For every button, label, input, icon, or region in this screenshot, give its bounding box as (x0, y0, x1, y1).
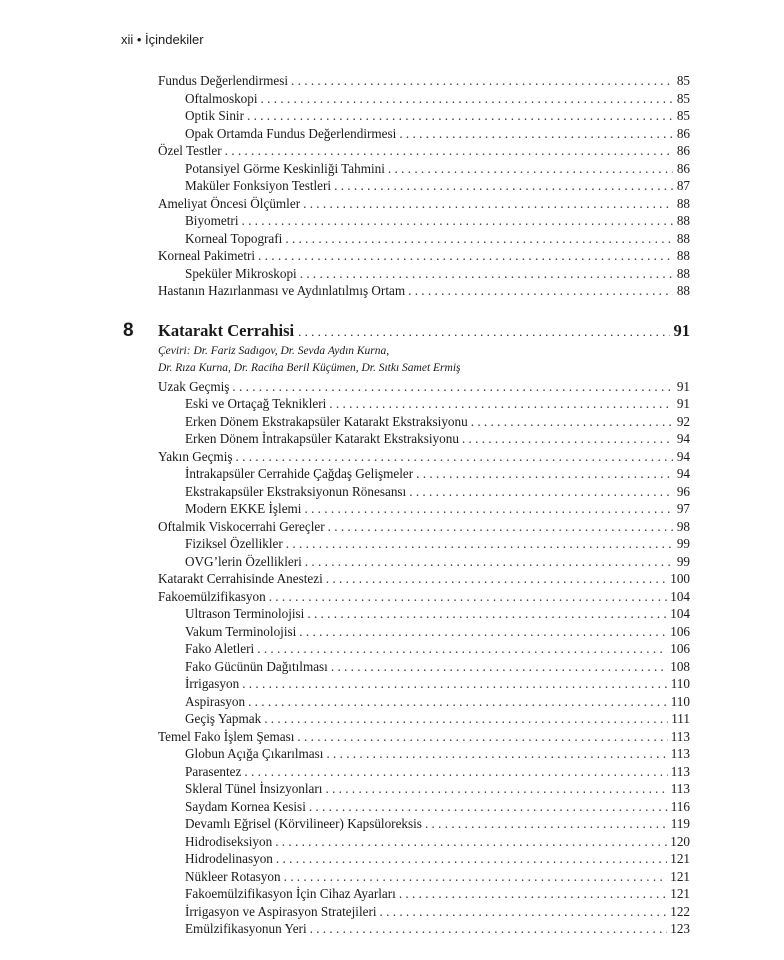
toc-subentry (158, 413, 690, 431)
dot-leader (416, 465, 673, 483)
dot-leader (408, 282, 673, 300)
toc-entry (158, 142, 690, 160)
toc-entry-page: 85 (676, 73, 690, 88)
dot-leader (409, 483, 673, 501)
toc-entry-title: Nükleer Rotasyon (185, 868, 281, 884)
toc-entry-page: 113 (670, 763, 690, 779)
toc-entry-title: Fako Aletleri (185, 641, 255, 656)
toc-entry-title: Hidrodelinasyon (185, 851, 273, 866)
toc-subentry (158, 920, 690, 938)
toc-entry-page: 86 (676, 160, 690, 176)
dot-leader (325, 780, 667, 798)
toc-subentry (158, 465, 690, 483)
dot-leader (236, 448, 674, 466)
toc-subentry (158, 833, 690, 851)
toc-entry-title: Korneal Pakimetri (158, 248, 256, 263)
chapter-page: 91 (673, 320, 690, 340)
toc-entry-page: 88 (676, 283, 690, 298)
dot-leader (276, 850, 667, 868)
dot-leader (284, 868, 668, 886)
toc-entry-title: Yakın Geçmiş (158, 448, 233, 464)
toc-entry-page: 108 (670, 658, 690, 674)
toc-entry-page: 97 (676, 501, 690, 516)
toc-entry (158, 518, 690, 536)
toc-entry-title: Fiziksel Özellikler (185, 536, 283, 551)
toc-entry-title: Fako Gücünün Dağıtılması (185, 658, 328, 674)
dot-leader (264, 710, 668, 728)
toc-entry-page: 106 (670, 623, 690, 639)
toc-entry-page: 88 (676, 230, 690, 246)
toc-entry-title: Biyometri (185, 213, 239, 228)
toc-entry-page: 121 (670, 886, 690, 901)
dot-leader (297, 728, 667, 746)
toc-subentry (158, 798, 690, 816)
toc-entry-title: Opak Ortamda Fundus Değerlendirmesi (185, 125, 397, 141)
toc-entry-page: 85 (676, 90, 690, 106)
toc-subentry (158, 623, 690, 641)
toc-entry-page: 87 (676, 178, 690, 193)
toc-subentry (158, 605, 690, 623)
toc-subentry (158, 230, 690, 248)
toc-entry-page: 88 (676, 195, 690, 211)
toc-entry-page: 88 (676, 265, 690, 281)
dot-leader (258, 247, 673, 265)
toc-entry-page: 113 (670, 728, 690, 744)
toc-subentry (158, 90, 690, 108)
toc-subentry (158, 483, 690, 501)
toc-entry-title: Hidrodiseksiyon (185, 833, 273, 849)
toc-entry (158, 282, 690, 300)
toc-entry (158, 195, 690, 213)
chapter-translators-line-1: Çeviri: Dr. Fariz Sadıgov, Dr. Sevda Aydın Kurna, (158, 344, 390, 357)
dot-leader (309, 798, 668, 816)
toc-entry-title: Ultrason Terminolojisi (185, 606, 305, 621)
table-of-contents (123, 72, 690, 938)
toc-subentry (158, 710, 690, 728)
toc-entry (158, 448, 690, 466)
toc-entry-title: Aspirasyon (185, 693, 246, 709)
dot-leader (248, 693, 668, 711)
toc-entry-page: 110 (670, 676, 690, 691)
dot-leader (241, 212, 673, 230)
chapter-heading (123, 319, 690, 343)
dot-leader (334, 177, 673, 195)
toc-subentry (158, 107, 690, 125)
toc-subentry (158, 745, 690, 763)
dot-leader (261, 90, 673, 108)
dot-leader (285, 230, 673, 248)
toc-entry-page: 88 (676, 213, 690, 228)
toc-entry-page: 106 (670, 641, 690, 656)
dot-leader (291, 72, 673, 90)
dot-leader (329, 395, 673, 413)
toc-entry (158, 588, 690, 606)
toc-entry-page: 113 (670, 781, 690, 796)
toc-entry-page: 104 (670, 588, 690, 604)
toc-entry-title: Fundus Değerlendirmesi (158, 73, 289, 88)
toc-entry-title: Skleral Tünel İnsizyonları (185, 781, 323, 796)
toc-entry-page: 85 (676, 108, 690, 123)
dot-leader (275, 833, 667, 851)
toc-entry-title: Katarakt Cerrahisinde Anestezi (158, 571, 323, 586)
dot-leader (331, 658, 667, 676)
dot-leader (310, 920, 668, 938)
toc-subentry (158, 500, 690, 518)
toc-entry-title: Speküler Mikroskopi (185, 265, 297, 281)
toc-subentry (158, 815, 690, 833)
toc-entry-page: 94 (676, 466, 690, 481)
toc-entry-title: İrrigasyon ve Aspirasyon Stratejileri (185, 903, 377, 919)
toc-entry-title: Fakoemülzifikasyon İçin Cihaz Ayarları (185, 886, 396, 901)
toc-entry (158, 72, 690, 90)
dot-leader (388, 160, 673, 178)
dot-leader (257, 640, 667, 658)
toc-subentry (158, 780, 690, 798)
toc-section-chapter (158, 378, 690, 938)
dot-leader (471, 413, 673, 431)
chapter-number: 8 (123, 319, 134, 341)
toc-subentry (158, 658, 690, 676)
chapter-title: Katarakt Cerrahisi (158, 320, 295, 340)
toc-entry-page: 104 (670, 606, 690, 621)
toc-entry (158, 247, 690, 265)
dot-leader (299, 623, 667, 641)
toc-entry-page: 99 (676, 536, 690, 551)
toc-entry-page: 86 (676, 143, 690, 158)
toc-subentry (158, 160, 690, 178)
toc-entry-page: 119 (670, 816, 690, 831)
toc-entry-title: Vakum Terminolojisi (185, 623, 297, 639)
toc-entry-title: Temel Fako İşlem Şeması (158, 728, 295, 744)
toc-entry-title: Emülzifikasyonun Yeri (185, 921, 307, 936)
toc-entry-page: 121 (670, 851, 690, 866)
toc-entry-title: Oftalmoskopi (185, 90, 258, 106)
toc-entry-page: 94 (676, 448, 690, 464)
dot-leader (326, 745, 667, 763)
running-header: xii • İçindekiler (121, 32, 204, 47)
dot-leader (307, 605, 667, 623)
toc-entry-title: İntrakapsüler Cerrahide Çağdaş Gelişmeler (185, 466, 414, 481)
dot-leader (242, 675, 668, 693)
toc-entry-title: Parasentez (185, 763, 242, 779)
toc-entry-page: 88 (676, 248, 690, 263)
toc-entry-page: 100 (670, 571, 690, 586)
toc-subentry (158, 763, 690, 781)
toc-entry-title: Saydam Kornea Kesisi (185, 798, 306, 814)
toc-entry-title: Ekstrakapsüler Ekstraksiyonun Rönesansı (185, 483, 407, 499)
toc-subentry (158, 395, 690, 413)
dot-leader (305, 553, 673, 571)
toc-subentry (158, 177, 690, 195)
toc-section-top (158, 72, 690, 300)
dot-leader (300, 265, 673, 283)
toc-entry-page: 116 (670, 798, 690, 814)
toc-entry-page: 91 (676, 378, 690, 394)
toc-entry-title: Eski ve Ortaçağ Teknikleri (185, 396, 327, 411)
toc-entry-title: Modern EKKE İşlemi (185, 501, 302, 516)
toc-entry-page: 94 (676, 431, 690, 446)
toc-entry-title: Özel Testler (158, 143, 222, 158)
toc-entry-page: 121 (670, 868, 690, 884)
toc-entry-title: Maküler Fonksiyon Testleri (185, 178, 332, 193)
toc-entry-title: Optik Sinir (185, 108, 244, 123)
toc-entry-title: Uzak Geçmiş (158, 378, 230, 394)
toc-entry-page: 98 (676, 518, 690, 534)
toc-subentry (158, 850, 690, 868)
dot-leader (303, 195, 673, 213)
toc-entry-page: 96 (676, 483, 690, 499)
toc-entry-title: Geçiş Yapmak (185, 711, 262, 726)
toc-subentry (158, 535, 690, 553)
toc-subentry (158, 675, 690, 693)
dot-leader (462, 430, 673, 448)
toc-subentry (158, 640, 690, 658)
dot-leader (326, 570, 667, 588)
toc-entry-title: OVG’lerin Özellikleri (185, 553, 302, 569)
dot-leader (298, 320, 669, 344)
toc-entry-title: Ameliyat Öncesi Ölçümler (158, 195, 301, 211)
toc-subentry (158, 430, 690, 448)
toc-subentry (158, 903, 690, 921)
dot-leader (380, 903, 668, 921)
toc-entry-page: 86 (676, 125, 690, 141)
toc-entry-page: 92 (676, 413, 690, 429)
toc-entry-page: 113 (670, 746, 690, 761)
toc-subentry (158, 868, 690, 886)
dot-leader (304, 500, 673, 518)
toc-entry-title: Devamlı Eğrisel (Körvilineer) Kapsüloreksis (185, 816, 422, 831)
dot-leader (328, 518, 673, 536)
toc-entry-page: 120 (670, 833, 690, 849)
toc-subentry (158, 212, 690, 230)
chapter-translators-line-2: Dr. Rıza Kurna, Dr. Raciha Beril Küçümen, Dr. Sıtkı Samet Ermiş (158, 362, 461, 374)
toc-subentry (158, 553, 690, 571)
toc-entry-title: Oftalmik Viskocerrahi Gereçler (158, 518, 325, 534)
toc-entry-title: Globun Açığa Çıkarılması (185, 746, 324, 761)
dot-leader (225, 142, 673, 160)
toc-entry-title: Fakoemülzifikasyon (158, 588, 266, 604)
toc-entry-page: 110 (670, 693, 690, 709)
dot-leader (286, 535, 673, 553)
toc-entry-page: 111 (671, 711, 690, 726)
toc-subentry (158, 265, 690, 283)
dot-leader (232, 378, 673, 396)
toc-entry-title: Erken Dönem İntrakapsüler Katarakt Ekstraksiyonu (185, 431, 459, 446)
toc-subentry (158, 885, 690, 903)
dot-leader (425, 815, 668, 833)
dot-leader (244, 763, 667, 781)
toc-entry-title: Hastanın Hazırlanması ve Aydınlatılmış Ortam (158, 283, 406, 298)
toc-entry-title: Erken Dönem Ekstrakapsüler Katarakt Ekstraksiyonu (185, 413, 468, 429)
toc-entry-page: 91 (676, 396, 690, 411)
toc-entry-page: 122 (670, 903, 690, 919)
toc-entry-title: Potansiyel Görme Keskinliği Tahmini (185, 160, 385, 176)
toc-entry (158, 570, 690, 588)
toc-entry (158, 728, 690, 746)
toc-entry-page: 123 (670, 921, 690, 936)
toc-subentry (158, 125, 690, 143)
dot-leader (399, 125, 673, 143)
toc-entry-page: 99 (676, 553, 690, 569)
dot-leader (247, 107, 673, 125)
toc-entry-title: Korneal Topografi (185, 230, 283, 246)
dot-leader (269, 588, 668, 606)
toc-entry (158, 378, 690, 396)
toc-entry-title: İrrigasyon (185, 676, 240, 691)
toc-subentry (158, 693, 690, 711)
dot-leader (399, 885, 667, 903)
